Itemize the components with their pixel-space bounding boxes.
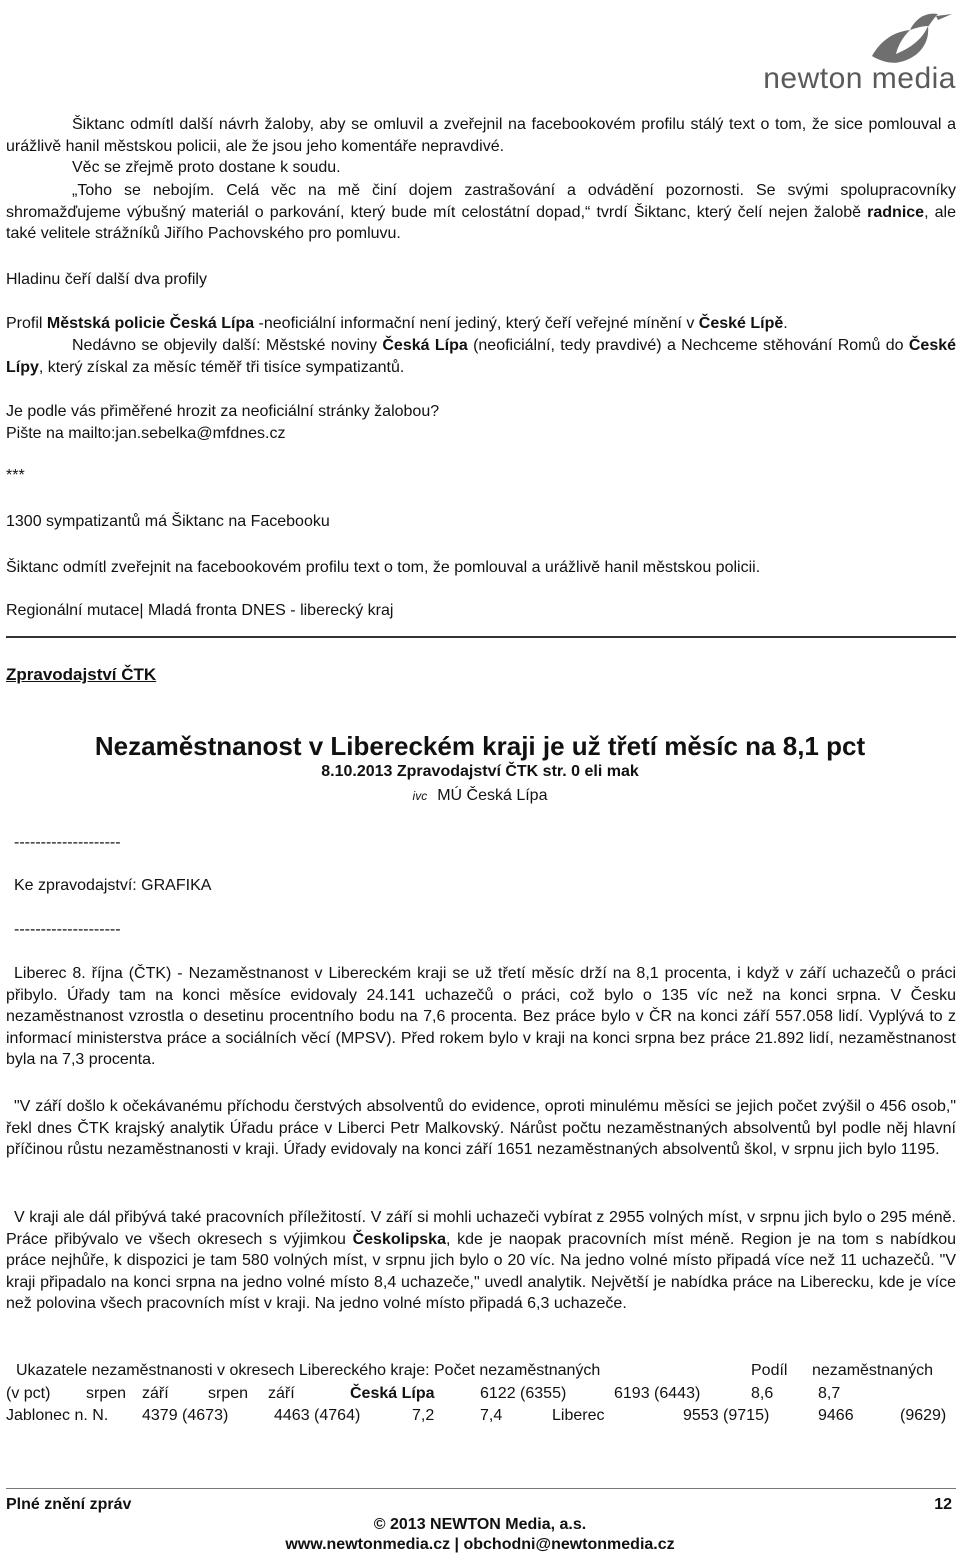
nedavno-bold-2: České Lípy <box>6 337 957 376</box>
section-heading: Zpravodajství ČTK <box>6 665 157 684</box>
footer-label: Plné znění zpráv <box>6 1496 132 1513</box>
nedavno-text-mid: (neoficiální, tedy pravdivé) a Nechceme stěhování Romů do <box>467 337 909 354</box>
paragraph-1-text: Šiktanc odmítl další návrh žaloby, aby se omluvil a zveřejnil na facebookovém profilu stálý text o tom, že sice pomlouval a urážlivě hanil městskou policii, ale že jsou jeho komentáře nepravdivé. <box>6 116 956 155</box>
article2-p3-text-end: , kde je naopak pracovních míst méně. Region je na tom s nabídkou práce nejhůře, k dispozici je tam 580 volných míst, v srpnu jich bylo o 20 víc. Na jedno volné místo připadá více než 11 uchazečů. "V kraji připadalo na konci srpna na jedno volné místo 8,4 uchazeče," uvedl analytik. Největší je nabídka práce na Liberecku, kde je více než polovina všech pracovních míst v kraji. Na jedno volné místo připadá 6,3 uchazeče. <box>6 1230 956 1312</box>
profil-bold-place: České Lípě <box>698 315 784 332</box>
profil-text-end: . <box>783 315 788 332</box>
table-row2-name: Jablonec n. N. <box>6 1407 109 1424</box>
profil-bold-name: Městská policie Česká Lípa <box>46 315 255 332</box>
footer-contact: www.newtonmedia.cz | obchodni@newtonmedia.cz <box>285 1536 675 1553</box>
table-row1-name: Česká Lípa <box>350 1385 435 1402</box>
quote-bold-radnice: radnice <box>867 203 925 221</box>
table-line1-podil: Podíl <box>751 1362 788 1379</box>
nedavno-text-end: , který získal za měsíc téměř tři tisíce sympatizantů. <box>38 358 405 376</box>
table-row1-c4: 8,7 <box>818 1385 841 1402</box>
dashes-top: -------------------- <box>14 834 121 851</box>
paragraph-1b-text: Věc se zřejmě proto dostane k soudu. <box>72 159 341 176</box>
page-number: 12 <box>934 1496 952 1513</box>
article-source-line <box>0 787 960 805</box>
table-row2-c4: 7,4 <box>480 1407 503 1424</box>
nedavno-text: Nedávno se objevily další: Městské noviny <box>72 337 383 354</box>
box-title: 1300 sympatizantů má Šiktanc na Facebooku <box>6 513 330 530</box>
dashes-bottom: -------------------- <box>14 921 121 938</box>
table-row2-c2: 4463 (4764) <box>274 1407 361 1424</box>
article-meta: 8.10.2013 Zpravodajství ČTK str. 0 eli mak <box>321 763 639 780</box>
article2-p3-bold: Českolipska <box>352 1230 446 1248</box>
article2-paragraph-3 <box>6 1207 956 1315</box>
newton-media-logo-text: newton media <box>763 62 956 95</box>
nedavno-bold-1: Česká Lípa <box>382 337 468 354</box>
article-divider <box>6 636 956 638</box>
email-line: Pište na mailto:jan.sebelka@mfdnes.cz <box>6 425 286 442</box>
table-row3-c2: 9466 <box>818 1407 854 1424</box>
footer-divider <box>6 1488 956 1489</box>
table-row2-c1: 4379 (4673) <box>142 1407 229 1424</box>
profil-text: Profil <box>6 315 47 332</box>
table-row1-c3: 8,6 <box>751 1385 774 1402</box>
article2-p1-text: Liberec 8. října (ČTK) - Nezaměstnanost v Libereckém kraji se už třetí měsíc drží na 8,1 procenta, i když v září uchazečů o práci přibylo. Úřady tam na konci měsíce evidovaly 24.141 uchazečů o práci, což bylo o 135 víc než na konci srpna. V Česku nezaměstnanost vzrostla o desetinu procentního bodu na 7,6 procenta. Bez práce bylo v ČR na konci září 557.058 lidí. Vyplývá to z informací ministerstva práce a sociálních věcí (MPSV). Před rokem bylo v kraji na konci srpna bez práce 21.892 lidí, nezaměstnanost byla na 7,3 procenta. <box>6 965 956 1068</box>
source-name: MÚ Česká Lípa <box>437 787 548 804</box>
table-row1-c1: 6122 (6355) <box>480 1385 567 1402</box>
table-header-sep-1: září <box>142 1385 169 1402</box>
table-row2-c3: 7,2 <box>412 1407 435 1424</box>
table-line1-nezam: nezaměstnaných <box>812 1362 933 1379</box>
article-title: Nezaměstnanost v Libereckém kraji je už třetí měsíc na 8,1 pct <box>94 731 866 761</box>
topic-line: Ke zpravodajství: GRAFIKA <box>14 877 212 894</box>
article2-paragraph-2 <box>6 1096 956 1161</box>
article2-p2-text: "V září došlo k očekávanému příchodu čerstvých absolventů do evidence, oproti minulému měsíci se jejich počet zvýšil o 456 osob," řekl dnes ČTK krajský analytik Úřadu práce v Liberci Petr Malkovský. Nárůst počtu nezaměstnaných absolventů byl podle něj hlavní příčinou růstu nezaměstnanosti v kraji. Úřady evidovaly na konci září 1651 nezaměstnaných absolventů škol, v srpnu jich bylo 1195. <box>6 1098 956 1158</box>
separator-stars: *** <box>6 467 25 484</box>
article2-paragraph-1 <box>6 963 956 1071</box>
paragraph-1 <box>6 114 956 157</box>
table-row3-c1: 9553 (9715) <box>683 1407 770 1424</box>
table-row3-c3: (9629) <box>900 1407 947 1424</box>
paragraph-quote <box>6 180 956 245</box>
table-header-aug-2: srpen <box>208 1385 249 1402</box>
profil-text-mid: -neoficiální informační není jediný, který čeří veřejné mínění v <box>254 315 699 332</box>
paragraph-profil <box>6 313 956 335</box>
footer-copyright: © 2013 NEWTON Media, a.s. <box>373 1516 587 1533</box>
table-line1: Ukazatele nezaměstnanosti v okresech Libereckého kraje: Počet nezaměstnaných <box>16 1362 601 1379</box>
table-header-sep-2: září <box>268 1385 295 1402</box>
quote-text: „Toho se nebojím. Celá věc na mě činí dojem zastrašování a odvádění pozornosti. Se svými spolupracovníky shromažďujeme výbušný materiál o parkování, který bude mít celostátní dopad,“ tvrdí Šiktanc, který čelí nejen žalobě <box>6 182 956 221</box>
article2-p3-text: V kraji ale dál přibývá také pracovních příležitostí. V září si mohli uchazeči vybírat z 2955 volných míst, v srpnu jich bylo o 295 méně. Práce přibývalo ve všech okresech s výjimkou <box>6 1209 956 1248</box>
table-row1-c2: 6193 (6443) <box>614 1385 701 1402</box>
article-source: Regionální mutace| Mladá fronta DNES - liberecký kraj <box>6 602 394 619</box>
source-prefix: ivc <box>412 789 428 803</box>
quote-text-end: , ale také velitele strážníků Jiřího Pachovského pro pomluvu. <box>6 203 957 242</box>
box-text: Šiktanc odmítl zveřejnit na facebookovém profilu text o tom, že pomlouval a urážlivě hanil městskou policii. <box>6 559 761 576</box>
paragraph-nedavno <box>6 335 956 378</box>
table-row3-name: Liberec <box>552 1407 605 1424</box>
question-line: Je podle vás přiměřené hrozit za neoficiální stránky žalobou? <box>6 403 440 420</box>
table-header-unit: (v pct) <box>6 1385 51 1402</box>
paragraph-1b <box>6 157 956 179</box>
subheading: Hladinu čeří další dva profily <box>6 271 207 288</box>
table-header-aug-1: srpen <box>86 1385 127 1402</box>
